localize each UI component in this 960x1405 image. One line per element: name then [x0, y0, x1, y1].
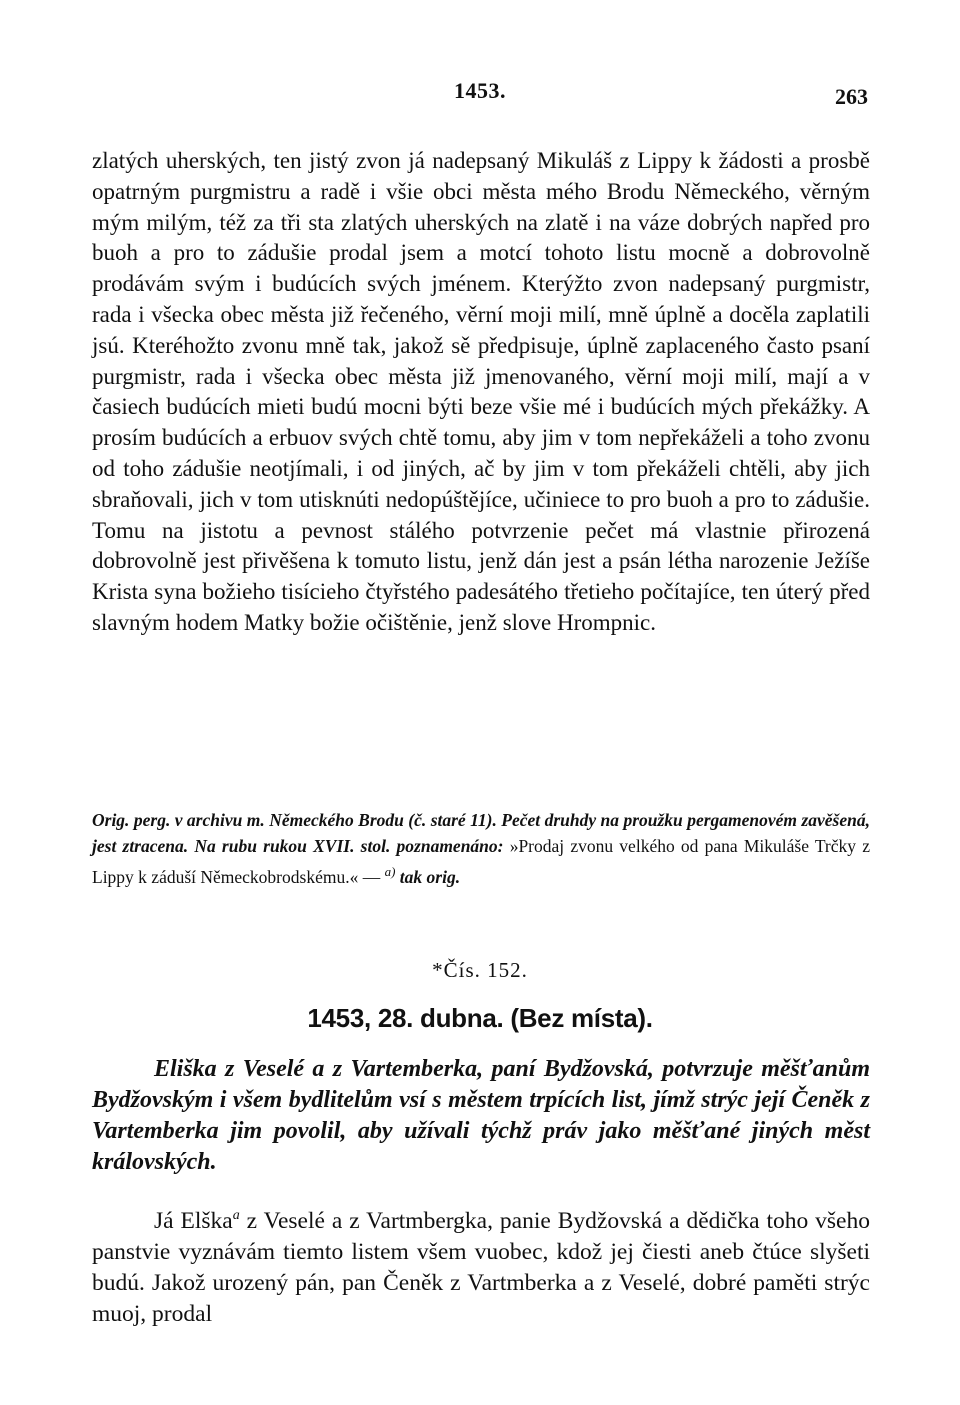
footnote: [92, 808, 870, 890]
header-year: 1453.: [454, 78, 506, 103]
document-date: 1453, 28. dubna. (Bez místa).: [307, 1003, 653, 1033]
document-number: *Čís. 152.: [432, 958, 528, 982]
page-number: 263: [835, 84, 868, 109]
document-text-start: Já Elška: [154, 1207, 233, 1234]
footnote-note-text: tak orig.: [399, 866, 461, 887]
main-paragraph: zlatých uherských, ten jistý zvon já nadepsaný Mikuláš z Lippy k žádosti a prosbě opatrným purgmistru a radě i všie obci města mého Brodu Německého, věrným mým milým, též za tři sta zlatých uherských na zlatě i na váze dobrých napřed pro buoh a pro to zádušie prodal jsem a motcí tohoto listu mocně a dobrovolně prodávám svým i budúcích svých jménem. Kterýžto zvon nadepsaný purgmistr, rada i všecka obec města již řečeného, věrní moji milí, mně úplně a doсěla zaplatili jsú. Kteréhožto zvonu mně tak, jakož sě předpisuje, úplně zaplaceného často psaní purgmistr, rada i všecka obec města již jmenovaného, věrní moji milí, mají a v časiech budúcích mieti budú mocni býti beze všie mé i budúcích mých překážky. A prosím budúcích a erbuov svých chtě tomu, aby jim v tom nepřekáželi a toho zvonu od toho zádušie neotjímali, i od jiných, ač by jim v tom překáželi chtěli, aby jich sbraňovali, jich v tom utisknúti nedopúštějíce, učiniece to pro buoh a pro to zádušie. Tomu na jistotu a pevnost stálého potvrzenie pečet má vlastnie přirozená dobrovolně jest přivěšena k tomuto listu, jenž dán jest a psán létha narozenie Ježíše Krista syna božieho tisícieho čtyřstého padesátého třetieho počítajíce, ten úterý před slavným hodem Matky božie očištěnie, jenž slove Hrompnic.: [92, 148, 870, 635]
footnote-source: Orig. perg. v archivu m. Německého Brodu (č. staré 11). Pečet druhdy na proužku pergamenovém zavěšená, jest ztracena. Na rubu rukou XVII. stol. poznamenáno:: [92, 810, 870, 856]
footnote-letter: a): [384, 864, 396, 879]
page-header: [92, 78, 868, 112]
document-regest: Eliška z Veselé a z Vartemberka, paní Bydžovská, potvrzuje měšťanům Bydžovským i všem bydlitelům vsí s městem trpících list, jímž strýc její Čeněk z Vartemberka jim povolil, aby užívali týchž práv jako měšťané jiných měst královských.: [92, 1056, 870, 1175]
main-text-block: [92, 146, 870, 639]
note-marker: a: [232, 1208, 240, 1223]
footnote-dorsal-note: »Prodaj zvonu velkého od pana Mikuláše Trčky z Lippy k záduší Německobrodskému.« —: [92, 835, 870, 887]
document-text-rest: z Veselé a z Vartmbergka, panie Bydžovská a dědička toho všeho panstvie vyznávám tiemto listem všem vuobec, kdož jej čiesti aneb čtúce slyšeti budú. Jakož urozený pán, pan Čeněk z Vartmberka a z Veselé, dobré paměti strýc muoj, prodal: [92, 1207, 870, 1327]
document-text: [92, 1200, 870, 1330]
